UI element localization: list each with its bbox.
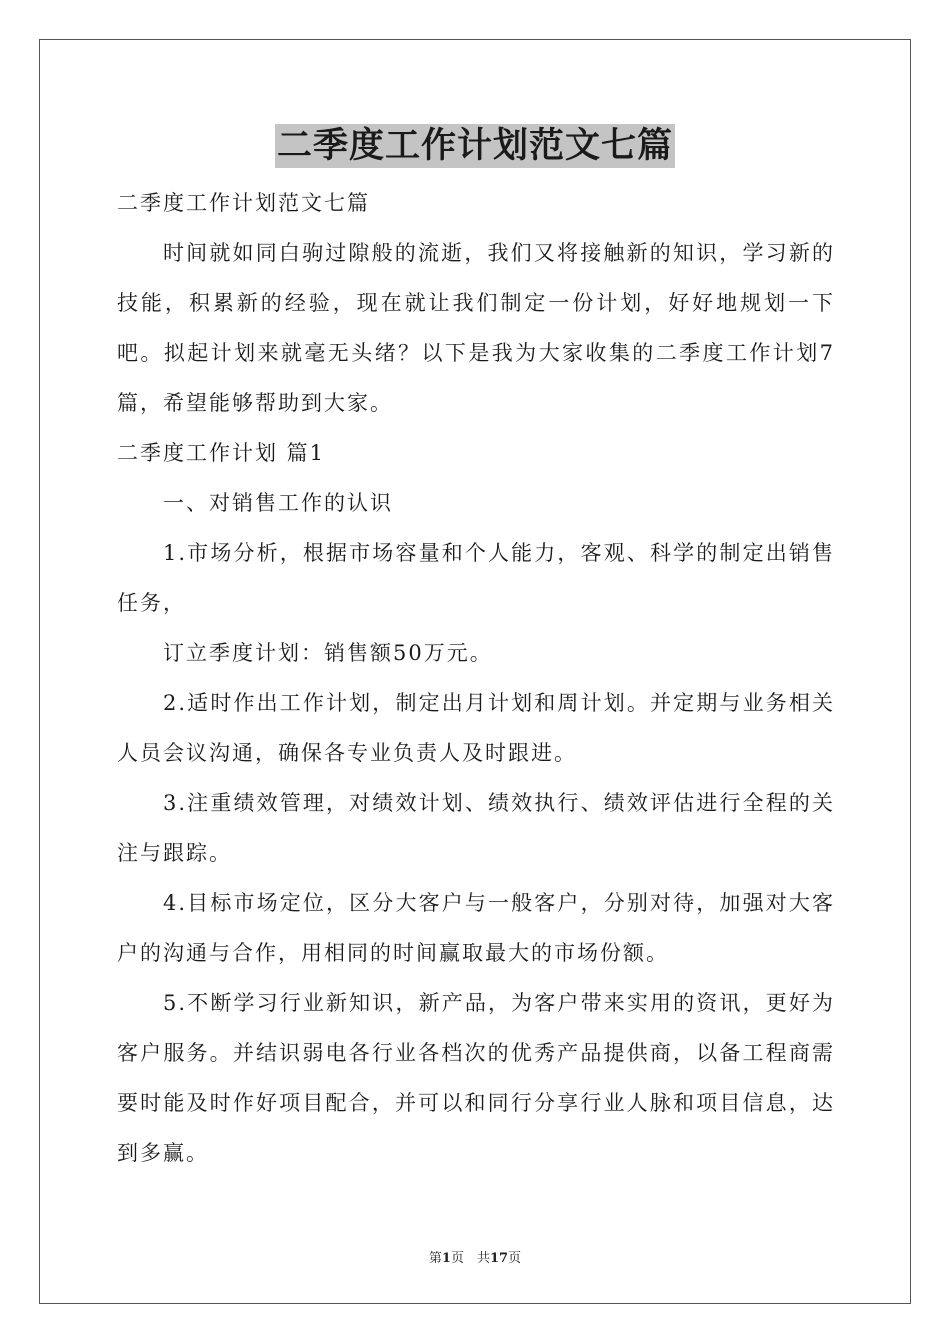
footer-current-page: 1 bbox=[441, 1251, 451, 1266]
footer-prefix: 第 bbox=[428, 1251, 442, 1266]
document-title-wrapper bbox=[0, 124, 950, 168]
subtitle: 二季度工作计划范文七篇 bbox=[117, 191, 370, 215]
footer-mid: 页 共 bbox=[450, 1251, 490, 1266]
document-body bbox=[117, 178, 835, 1178]
footer-total-pages: 17 bbox=[489, 1251, 509, 1266]
paragraph: 3.注重绩效管理，对绩效计划、绩效执行、绩效评估进行全程的关注与跟踪。 bbox=[117, 791, 835, 865]
intro-paragraph: 时间就如同白驹过隙般的流逝，我们又将接触新的知识，学习新的技能，积累新的经验，现在就让我们制定一份计划，好好地规划一下吧。拟起计划来就毫无头绪？以下是我为大家收集的二季度工作计划7篇，希望能够帮助到大家。 bbox=[117, 241, 835, 415]
paragraph: 2.适时作出工作计划，制定出月计划和周计划。并定期与业务相关人员会议沟通，确保各专业负责人及时跟进。 bbox=[117, 691, 835, 765]
paragraph: 订立季度计划：销售额50万元。 bbox=[163, 641, 493, 665]
document-title: 二季度工作计划范文七篇 bbox=[276, 125, 673, 166]
footer-suffix: 页 bbox=[508, 1251, 522, 1266]
paragraph: 4.目标市场定位，区分大客户与一般客户，分别对待，加强对大客户的沟通与合作，用相同的时间赢取最大的市场份额。 bbox=[117, 891, 835, 965]
page-footer bbox=[0, 1247, 950, 1266]
paragraph: 1.市场分析，根据市场容量和个人能力，客观、科学的制定出销售任务， bbox=[117, 541, 835, 615]
paragraph: 一、对销售工作的认识 bbox=[163, 491, 393, 515]
paragraph: 5.不断学习行业新知识，新产品，为客户带来实用的资讯，更好为客户服务。并结识弱电各行业各档次的优秀产品提供商，以备工程商需要时能及时作好项目配合，并可以和同行分享行业人脉和项目信息，达到多赢。 bbox=[117, 991, 835, 1165]
section-heading: 二季度工作计划 篇1 bbox=[117, 441, 326, 465]
